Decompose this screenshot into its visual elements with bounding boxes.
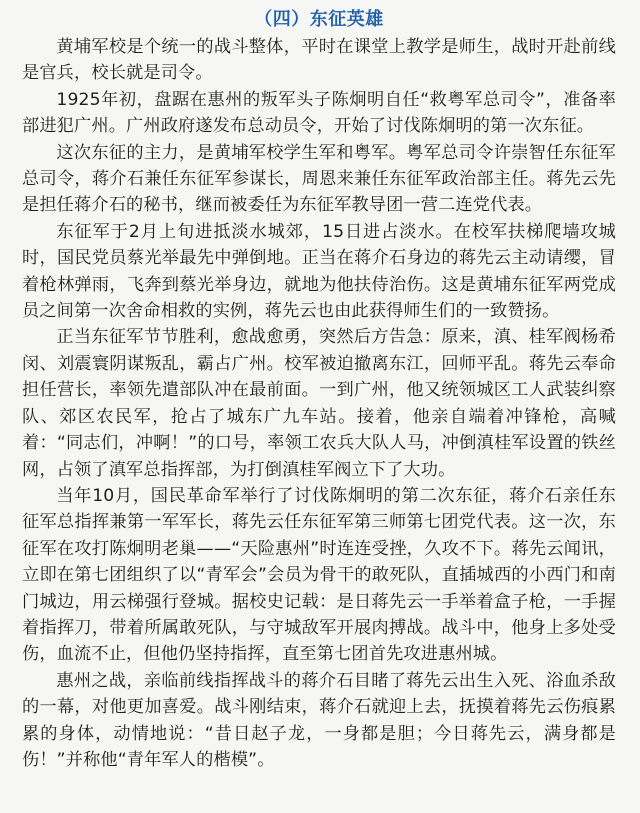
paragraph-huizhou: 惠州之战，亲临前线指挥战斗的蒋介石目睹了蒋先云出生入死、浴血杀敌的一幕，对他更加喜爱。战斗刚结束，蒋介石就迎上去，抚摸着蒋先云伤痕累累的身体，动情地说：“昔日赵子龙，一身都是胆；今日蒋先云，满身都是伤！”并称他“青年军人的楷模”。 — [22, 670, 616, 770]
paragraph-guangzhou: 正当东征军节节胜利，愈战愈勇，突然后方告急：原来，滇、桂军阀杨希闵、刘震寰阴谋叛乱，霸占广州。校军被迫撤离东江，回师平乱。蒋先云奉命担任营长，率领先遣部队冲在最前面。一到广州，他又统领城区工人武装纠察队、郊区农民军，抢占了城东广九车站。接着，他亲自端着冲锋枪，高喊着：“同志们，冲啊！”的口号，率领工农兵大队人马，冲倒滇桂军设置的铁丝网，占领了滇军总指挥部，为打倒滇桂军阀立下了大功。 — [22, 327, 616, 480]
section-title: （四）东征英雄 — [254, 9, 384, 30]
paragraph-second-expedition: 当年10月，国民革命军举行了讨伐陈炯明的第二次东征，蒋介石亲任东征军总指挥兼第一军军长，蒋先云任东征军第三师第七团党代表。这一次，东征军在攻打陈炯明老巢——“天险惠州”时连连受挫，久攻不下。蒋先云闻讯，立即在第七团组织了以“青军会”会员为骨干的敢死队，直插城西的小西门和南门城边，用云梯强行登城。据校史记载：是日蒋先云一手举着盒子枪，一手握着指挥刀，带着所属敢死队，与守城敌军开展肉搏战。战斗中，他身上多处受伤，血流不止，但他仍坚持指挥，直至第七团首先攻进惠州城。 — [22, 485, 616, 665]
paragraph-intro: 黄埔军校是个统一的战斗整体，平时在课堂上教学是师生，战时开赴前线是官兵，校长就是司令。 — [22, 37, 616, 84]
paragraph-1925: 1925年初，盘踞在惠州的叛军头子陈炯明自任“救粤军总司令”，准备率部进犯广州。广州政府遂发布总动员令，开始了讨伐陈炯明的第一次东征。 — [22, 89, 616, 137]
paragraph-danshui: 东征军于2月上旬进抵淡水城郊，15日进占淡水。在校军扶梯爬墙攻城时，国民党员蔡光举最先中弹倒地。正当在蒋介石身边的蒋先云主动请缨，冒着枪林弹雨，飞奔到蔡光举身边，就地为他扶侍治伤。这是黄埔东征军两党成员之间第一次舍命相救的实例，蒋先云也由此获得师生们的一致赞扬。 — [22, 221, 616, 322]
paragraph-main-force: 这次东征的主力，是黄埔军校学生军和粤军。粤军总司令许崇智任东征军总司令，蒋介石兼任东征军参谋长，周恩来兼任东征军政治部主任。蒋先云先是担任蒋介石的秘书，继而被委任为东征军教导团一营二连党代表。 — [22, 142, 616, 216]
